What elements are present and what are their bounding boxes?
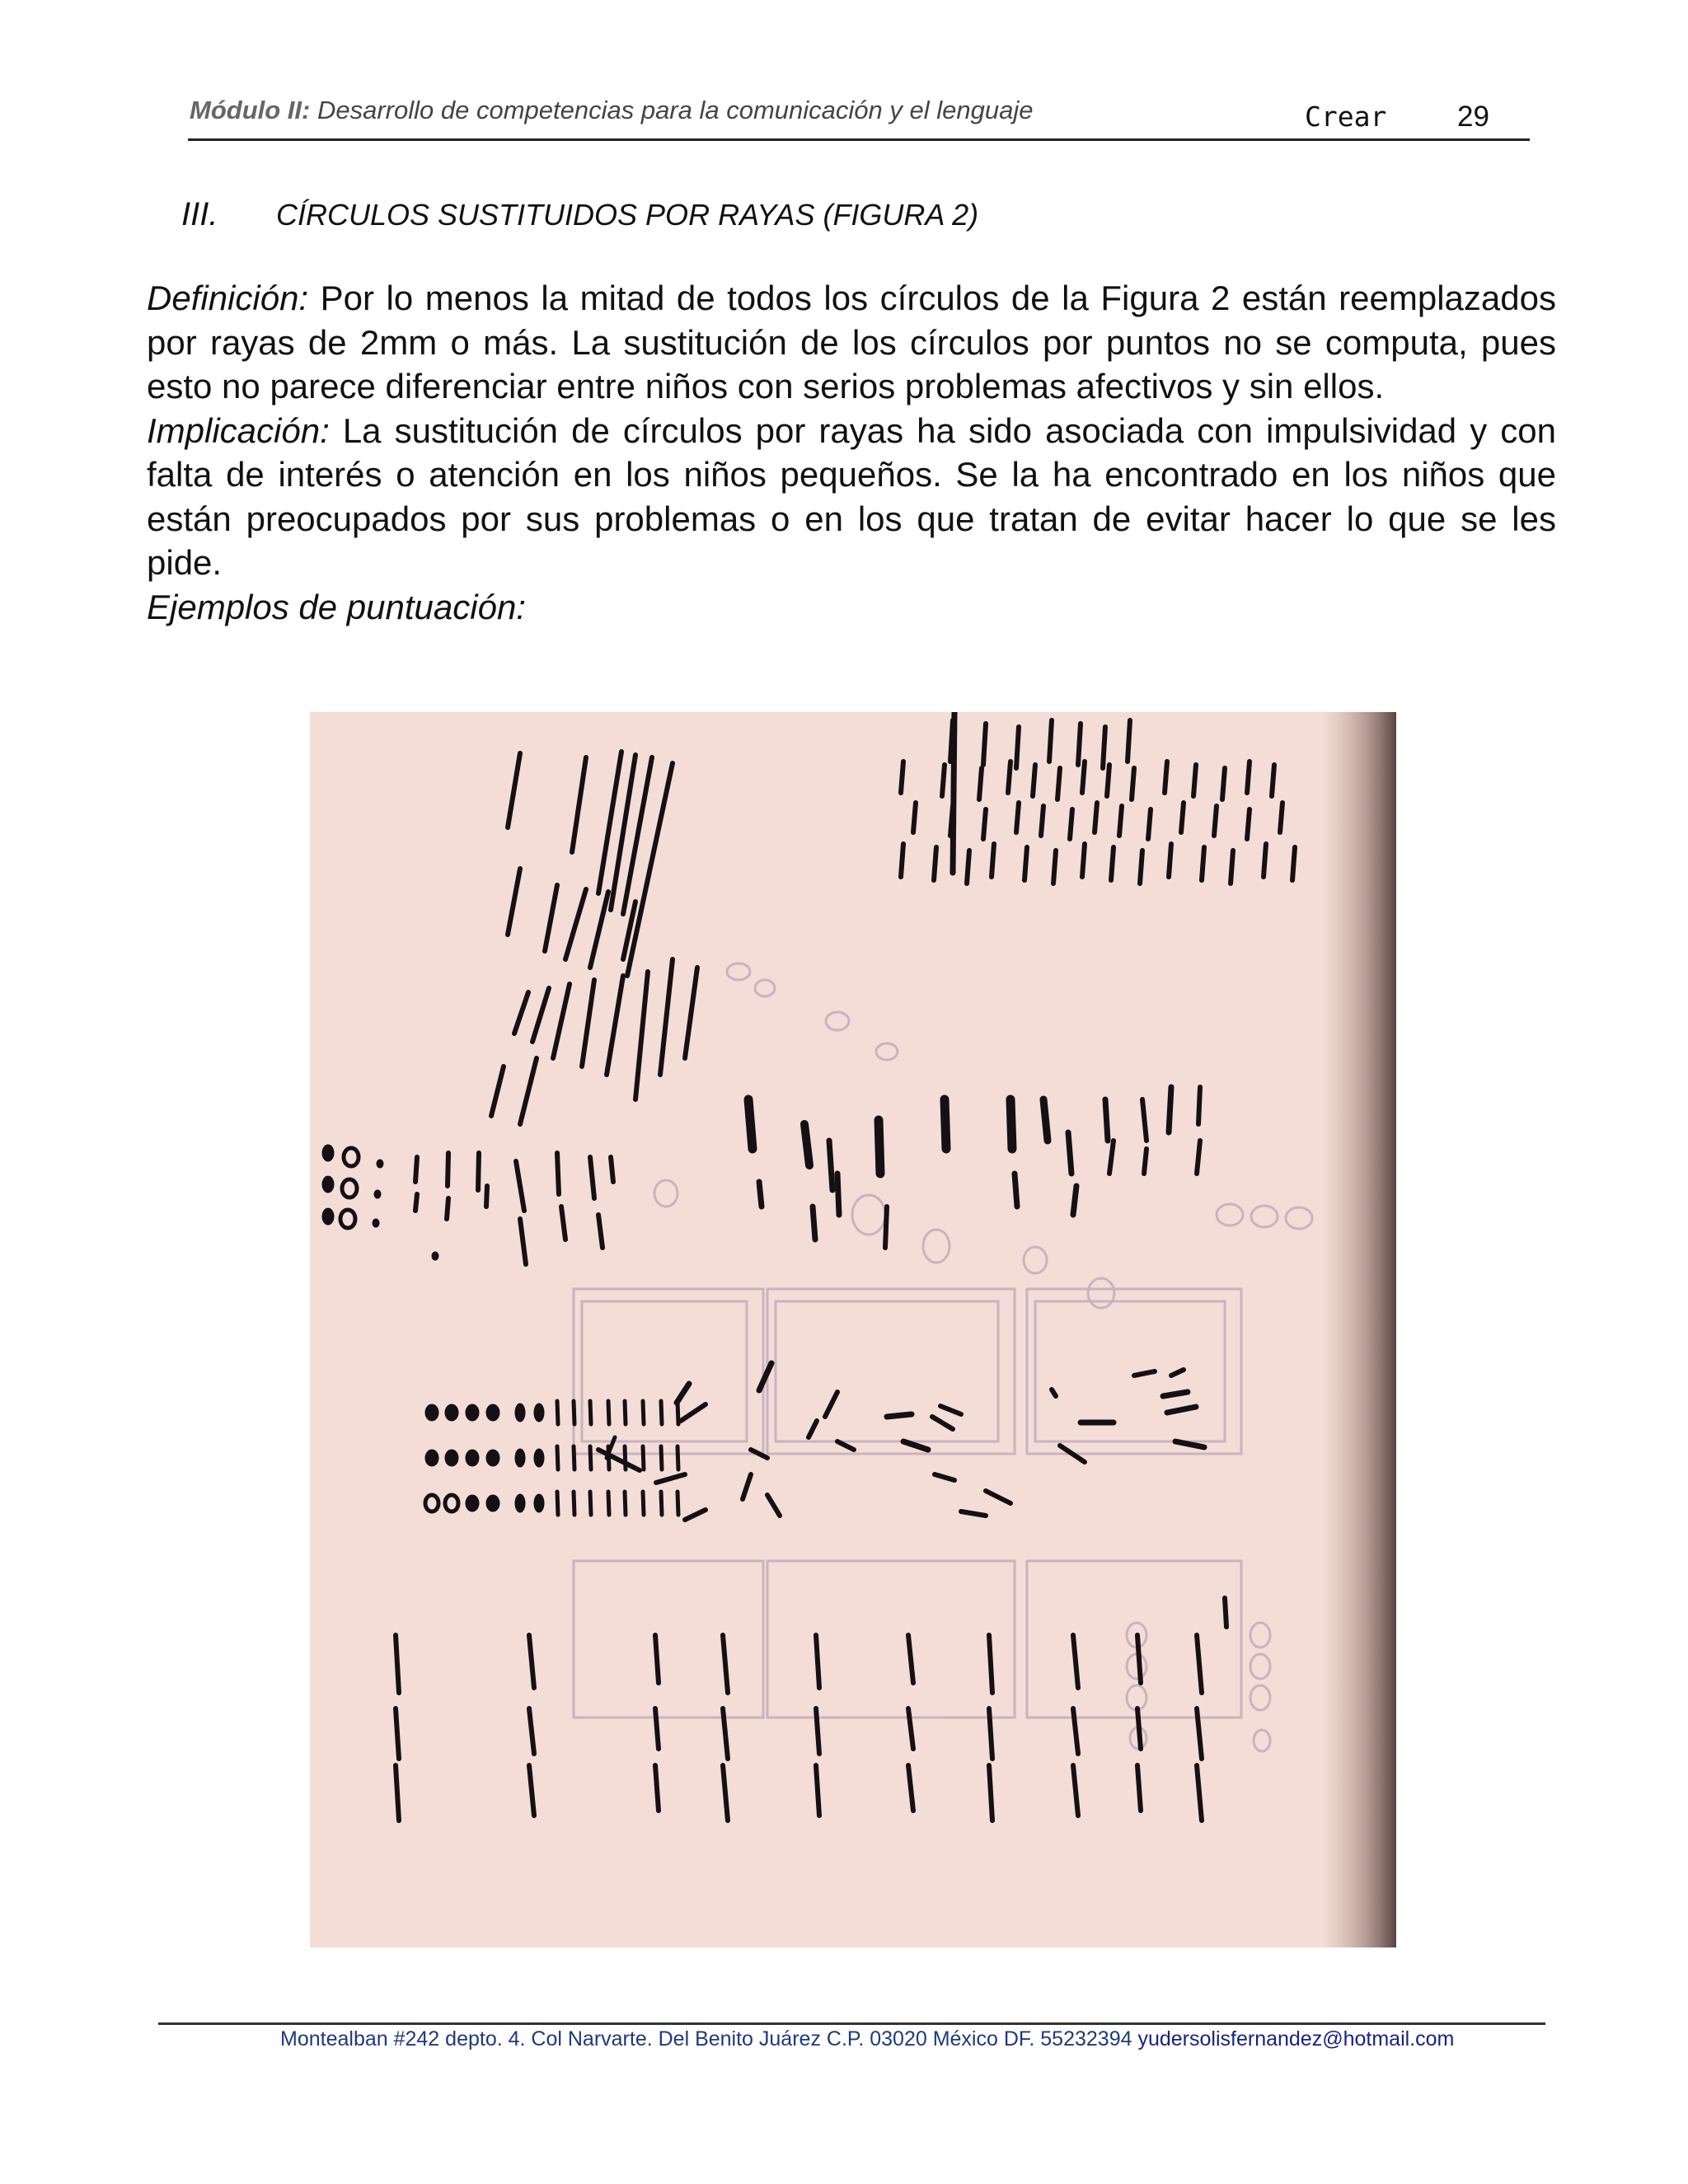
pen-stroke: [625, 1401, 626, 1424]
section-number: III.: [181, 196, 218, 232]
pen-stroke: [655, 1635, 659, 1683]
module-label: Módulo II:: [190, 96, 311, 124]
pen-stroke: [1057, 768, 1060, 799]
pen-stroke: [447, 1198, 448, 1219]
pen-stroke: [396, 1765, 399, 1821]
pen-stroke: [486, 1186, 487, 1207]
pen-stroke: [1070, 809, 1072, 839]
pen-stroke: [1169, 844, 1171, 877]
pen-dot: [486, 1404, 499, 1421]
pen-stroke: [1197, 1141, 1200, 1174]
pen-stroke: [557, 1153, 559, 1194]
pen-stroke: [1292, 847, 1295, 880]
pen-stroke: [396, 1635, 399, 1693]
pen-stroke: [829, 1141, 832, 1190]
definition-paragraph: [147, 276, 1556, 409]
pen-dot: [534, 1449, 544, 1467]
pen-stroke: [643, 1401, 644, 1424]
pen-stroke: [661, 1446, 662, 1469]
pen-stroke: [1053, 851, 1056, 883]
figure-drawing: [310, 712, 1396, 1947]
pen-stroke: [1078, 724, 1081, 765]
pen-stroke: [983, 724, 986, 765]
pen-stroke: [1015, 1174, 1017, 1207]
pen-stroke: [992, 844, 994, 877]
pen-stroke: [1214, 806, 1217, 836]
pen-stroke: [748, 1099, 753, 1149]
pen-stroke: [1073, 1186, 1076, 1215]
pen-stroke: [590, 1401, 591, 1424]
module-title: Desarrollo de competencias para la comunicación y el lenguaje: [316, 96, 1034, 124]
pen-stroke: [1082, 762, 1085, 793]
implication-label: Implicación:: [147, 410, 330, 450]
pen-dot: [374, 1190, 381, 1198]
pen-stroke: [1128, 720, 1130, 762]
pen-dot: [377, 1160, 383, 1168]
examples-label: Ejemplos de puntuación:: [147, 587, 526, 626]
implication-paragraph: [147, 409, 1556, 585]
pen-stroke: [1222, 768, 1225, 799]
pen-stroke: [625, 1446, 626, 1469]
pen-stroke: [816, 1765, 819, 1816]
pen-dot: [445, 1404, 458, 1421]
pen-stroke: [1137, 1708, 1141, 1749]
pen-dot: [486, 1495, 499, 1511]
pen-stroke: [1137, 1635, 1141, 1683]
pen-stroke: [625, 1492, 626, 1515]
pen-stroke: [1016, 727, 1019, 768]
pen-stroke: [1198, 1087, 1200, 1124]
pen-stroke: [1043, 1099, 1048, 1141]
pen-stroke: [1202, 847, 1204, 880]
pen-stroke: [1272, 765, 1274, 796]
pen-stroke: [1049, 720, 1052, 762]
page-header: [188, 92, 1530, 141]
pen-stroke: [661, 1492, 662, 1515]
pen-stroke: [1247, 809, 1250, 839]
pen-dot: [425, 1404, 438, 1421]
pen-stroke: [1082, 844, 1085, 877]
pen-stroke: [1169, 1087, 1171, 1132]
pen-stroke: [1132, 768, 1134, 799]
pen-stroke: [813, 1207, 815, 1240]
pen-stroke: [989, 1765, 992, 1821]
pen-stroke: [557, 1401, 558, 1424]
pen-stroke: [1016, 803, 1019, 832]
pen-dot: [373, 1219, 379, 1227]
pen-dot: [445, 1450, 458, 1466]
pen-stroke: [661, 1401, 662, 1424]
pen-stroke: [816, 1635, 819, 1688]
pen-dot: [466, 1450, 479, 1466]
pen-stroke: [979, 768, 982, 799]
pen-stroke: [557, 1492, 558, 1515]
pen-stroke: [1119, 806, 1122, 836]
pen-stroke: [934, 847, 936, 880]
pen-stroke: [608, 1492, 609, 1515]
pen-stroke: [608, 1401, 609, 1424]
pen-stroke: [1165, 762, 1167, 793]
pen-stroke: [1008, 762, 1010, 793]
pen-stroke: [415, 1194, 417, 1211]
pen-stroke: [1095, 803, 1097, 832]
spine-shadow: [1322, 712, 1396, 1947]
implication-text: La sustitución de círculos por rayas ha sido asociada con impulsividad y con falta de interés o atención en los niños pequeños. Se la ha encontrado en los niños que están preocupados por sus problemas o en los que tratan de evitar hacer lo que se les pide.: [147, 410, 1556, 582]
definition-label: Definición:: [147, 279, 309, 317]
pen-dot: [322, 1176, 334, 1193]
pen-stroke: [989, 1708, 992, 1759]
pen-dot: [322, 1145, 334, 1161]
page-number: 29: [1457, 101, 1489, 133]
pen-stroke: [885, 1207, 887, 1248]
page-footer: [280, 2027, 1454, 2051]
pen-stroke: [1137, 1765, 1141, 1811]
body-text: [147, 276, 1556, 629]
pen-stroke: [901, 844, 903, 877]
pen-stroke: [396, 1708, 399, 1759]
paper-background: [310, 712, 1396, 1947]
pen-stroke: [1105, 1099, 1108, 1141]
pen-stroke: [1247, 762, 1250, 793]
pen-dot: [515, 1494, 525, 1512]
pen-stroke: [643, 1492, 644, 1515]
pen-stroke: [1111, 847, 1114, 880]
pen-stroke: [1052, 1390, 1056, 1396]
pen-stroke: [1107, 765, 1109, 796]
pen-stroke: [1033, 765, 1035, 796]
pen-stroke: [1163, 1392, 1188, 1396]
pen-stroke: [1068, 1132, 1071, 1174]
pen-stroke: [953, 712, 954, 873]
pen-stroke: [1181, 803, 1184, 832]
pen-stroke: [816, 1708, 819, 1754]
pen-stroke: [1148, 809, 1151, 839]
pen-stroke: [989, 1635, 992, 1693]
pen-stroke: [887, 1414, 912, 1417]
pen-stroke: [879, 1120, 880, 1174]
pen-stroke: [1144, 1149, 1146, 1174]
pen-stroke: [1010, 1099, 1012, 1149]
pen-stroke: [557, 1446, 558, 1469]
pen-stroke: [1041, 806, 1043, 836]
pen-dot: [534, 1404, 544, 1422]
definition-text: Por lo menos la mitad de todos los círculos de la Figura 2 están reemplazados por rayas de 2mm o más. La sustitución de los círculos por puntos no se computa, pues esto no parece diferenciar entre niños con serios problemas afectivos y sin ellos.: [147, 279, 1556, 405]
pen-stroke: [478, 1153, 479, 1190]
pen-stroke: [804, 1124, 809, 1165]
pen-stroke: [415, 1157, 417, 1182]
pen-stroke: [983, 809, 986, 839]
pen-stroke: [901, 762, 903, 793]
pen-stroke: [655, 1765, 659, 1811]
pen-stroke: [1193, 765, 1196, 796]
pen-stroke: [1103, 727, 1105, 768]
pen-stroke: [611, 1157, 613, 1182]
examples-heading: [147, 585, 1556, 630]
pen-dot: [515, 1404, 525, 1422]
header-section-word: Crear: [1305, 101, 1387, 133]
module-heading: [190, 96, 1033, 125]
pen-stroke: [837, 1174, 839, 1215]
footer-address: Montealban #242 depto. 4. Col Narvarte. Del Benito Juárez C.P. 03020 México DF. 55232394: [280, 2027, 1138, 2050]
figure-scoring-examples: [310, 712, 1396, 1947]
footer-divider: [158, 2022, 1545, 2025]
pen-dot: [322, 1208, 334, 1225]
pen-stroke: [590, 1446, 591, 1469]
pen-dot: [425, 1450, 438, 1466]
pen-stroke: [1231, 851, 1233, 883]
pen-stroke: [942, 765, 945, 796]
pen-dot: [432, 1252, 438, 1260]
pen-dot: [466, 1404, 479, 1421]
pen-stroke: [759, 1182, 762, 1207]
pen-stroke: [643, 1446, 644, 1469]
pen-stroke: [945, 1099, 946, 1149]
pen-stroke: [1140, 851, 1142, 883]
pen-stroke: [1225, 1598, 1226, 1627]
pen-dot: [515, 1449, 525, 1467]
section-title: CÍRCULOS SUSTITUIDOS POR RAYAS (FIGURA 2): [276, 198, 979, 232]
pen-dot: [534, 1494, 544, 1512]
pen-dot: [486, 1450, 499, 1466]
pen-stroke: [1025, 847, 1027, 880]
pen-dot: [466, 1495, 479, 1511]
footer-email: yudersolisfernandez@hotmail.com: [1137, 2027, 1455, 2050]
pen-stroke: [913, 803, 916, 832]
pen-stroke: [655, 1708, 659, 1749]
section-heading: [181, 196, 978, 233]
pen-stroke: [1264, 844, 1266, 877]
pen-stroke: [967, 851, 969, 883]
pen-stroke: [590, 1492, 591, 1515]
pen-stroke: [1280, 803, 1282, 832]
